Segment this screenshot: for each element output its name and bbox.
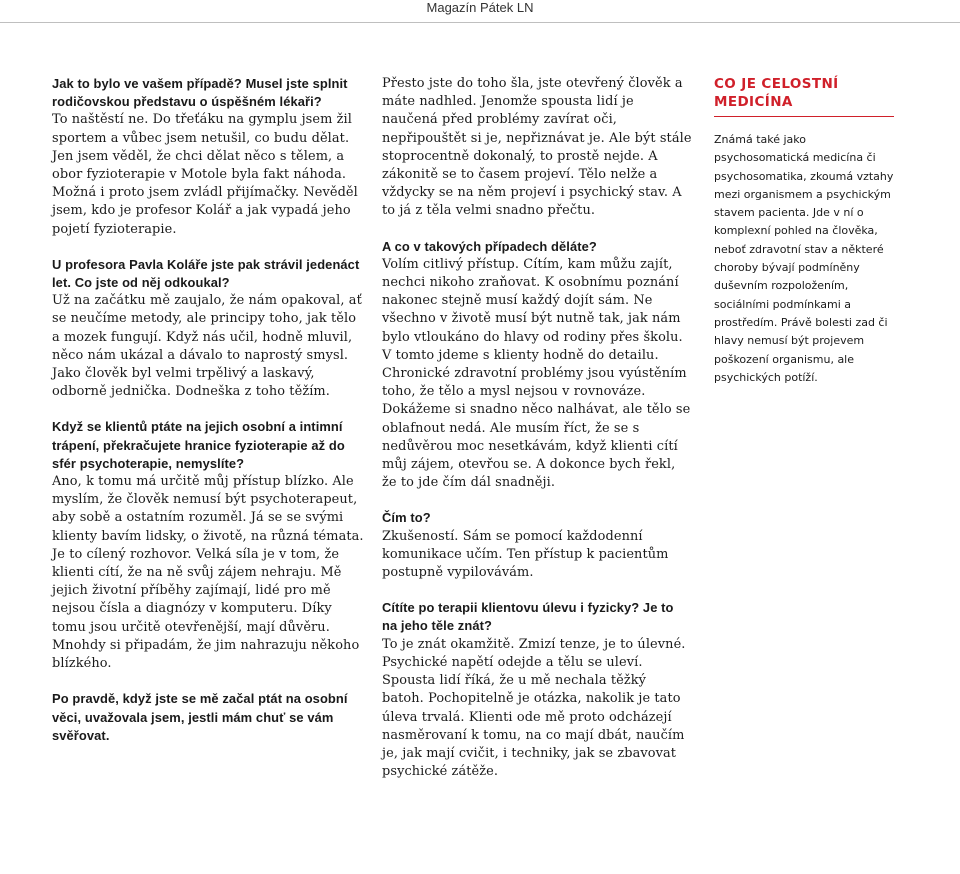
sidebar-text: Známá také jako psychosomatická medicína či psychosomatika, zkoumá vztahy mezi organismem a psychickým stavem pacienta. Jde v ní o komplexní pohled na člověka, neboť zdravotní stav a některé choroby bývají podmíněny duševním rozpoložením, sociálními podmínkami a prostředím. Právě bolesti zad či hlavy nemusí být projevem poškození organismu, ale psychických potíží. xyxy=(714,133,894,384)
question: Jak to bylo ve vašem případě? Musel jste splnit rodičovskou představu o úspěšném lékaři? xyxy=(52,76,348,110)
article-column-middle xyxy=(382,75,692,781)
answer: Už na začátku mě zaujalo, že nám opakoval, ať se neučíme metody, ale principy toho, jak tělo a mozek fungují. Když nás učil, hodně mluvil, něco nám ukázal a dávalo to naprostý smysl. Jako člověk byl velmi trpělivý a laskavý, odborně jednička. Dodneška z toho těžím. xyxy=(52,293,362,400)
question: Čím to? xyxy=(382,510,431,526)
answer: Ano, k tomu má určitě můj přístup blízko. Ale myslím, že člověk nemusí být psychoterapeut, aby sobě a ostatním rozuměl. Já se se svými klienty bavím lidsky, o životě, na různá témata. Je to cílený rozhovor. Velká síla je v tom, že klienti cítí, že na ně svůj zájem nehraju. Mě jejich životní příběhy zajímají, lidé pro mě nejsou čísla a diagnózy v komputeru. Díky tomu jsou určitě otevřenější, mají důvěru. Mnohdy si připadám, že jim nahrazuju někoho blízkého. xyxy=(52,474,364,672)
sidebar-title: CO JE CELOSTNÍ MEDICÍNA xyxy=(714,76,839,110)
question: Po pravdě, když jste se mě začal ptát na osobní věci, uvažovala jsem, jestli mám chuť se vám svěřovat. xyxy=(52,691,348,743)
answer: To naštěstí ne. Do třeťáku na gymplu jsem žil sportem a vůbec jsem netušil, co budu dělat. Jen jsem věděl, že chci dělat něco s tělem, a obor fyzioterapie v Motole byla fakt náhoda. Možná i proto jsem zvládl přijímačky. Nevěděl jsem, kdo je profesor Kolář a jak vypadá jeho pojetí fyzioterapie. xyxy=(52,112,358,237)
question: Cítíte po terapii klientovu úlevu i fyzicky? Je to na jeho těle znát? xyxy=(382,600,674,634)
answer: Zkušeností. Sám se pomocí každodenní komunikace učím. Ten přístup k pacientům postupně vypilovávám. xyxy=(382,528,669,581)
answer: Volím citlivý přístup. Cítím, kam můžu zajít, nechci nikoho zraňovat. K osobnímu poznání nakonec stejně musí každý dojít sám. Ne všechno v životě musí být nutně tak, jak nám bylo vtloukáno do hlavy od rodiny přes školu. V tomto jdeme s klienty hodně do detailu. Chronické zdravotní problémy jsou vyústěním toho, že tělo a mysl nejsou v rovnováze. Dokážeme si snadno něco nalhávat, ale tělo se oblafnout nedá. Ale musím říct, že se s nedůvěrou moc nesetkávám, když klienti cítí můj zájem, otevřou se. A dokonce bych řekl, že to jde čím dál snadněji. xyxy=(382,256,691,491)
magazine-title: Magazín Pátek LN xyxy=(426,0,534,15)
answer: Přesto jste do toho šla, jste otevřený člověk a máte nadhled. Jenomže spousta lidí je naučená před problémy zavírat oči, nepřipouštět si je, nepřiznávat je. Ale být stále stoprocentně dokonalý, to prostě nejde. A zákonitě se to časem projeví. Tělo nelže a vždycky se na něm projeví i psychický stav. A to já z těla velmi snadno přečtu. xyxy=(382,76,692,219)
sidebar-divider xyxy=(714,116,894,117)
article-column-left xyxy=(52,75,367,745)
page-header xyxy=(0,0,960,23)
question: A co v takových případech děláte? xyxy=(382,238,597,254)
sidebar-box xyxy=(714,75,899,387)
question: Když se klientů ptáte na jejich osobní a intimní trápení, překračujete hranice fyzioterapie až do sfér psychoterapie, nemyslíte? xyxy=(52,419,345,471)
answer: To je znát okamžitě. Zmizí tenze, je to úlevné. Psychické napětí odejde a tělu se uleví. Spousta lidí říká, že u mě nechala těžký batoh. Pochopitelně je otázka, nakolik je tato úleva trvalá. Klienti ode mě proto odcházejí nasměrovaní k tomu, na co mají dbát, naučím je, jak mají cvičit, i techniky, jak se zbavovat psychické zátěže. xyxy=(382,636,686,780)
question: U profesora Pavla Koláře jste pak strávil jedenáct let. Co jste od něj odkoukal? xyxy=(52,256,360,291)
